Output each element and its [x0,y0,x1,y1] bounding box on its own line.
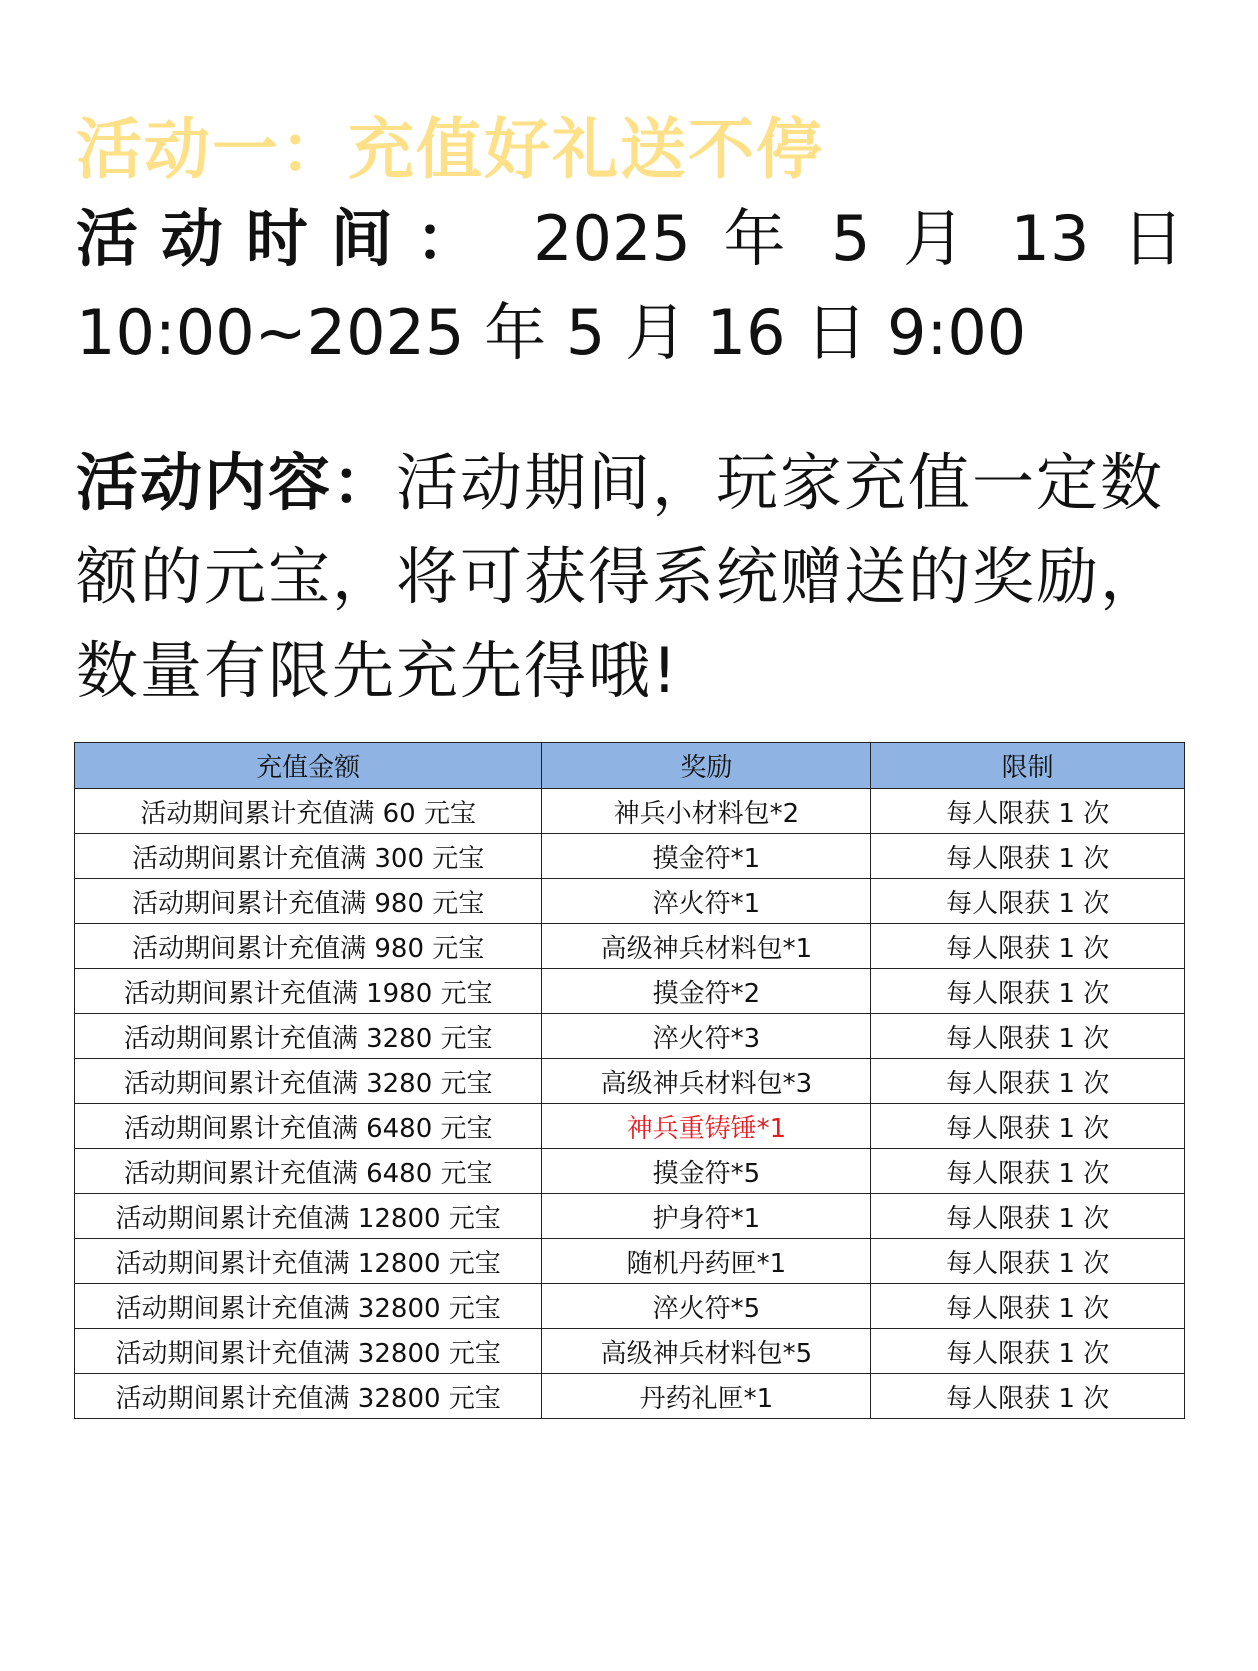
cell-amount: 活动期间累计充值满 12800 元宝 [75,1239,542,1284]
cell-limit: 每人限获 1 次 [871,1149,1185,1194]
cell-reward: 摸金符*2 [542,969,871,1014]
cell-limit: 每人限获 1 次 [871,1374,1185,1419]
table-row [75,1284,1185,1329]
cell-reward: 摸金符*5 [542,1149,871,1194]
header-limit: 限制 [871,743,1185,789]
cell-reward: 摸金符*1 [542,834,871,879]
cell-reward: 淬火符*5 [542,1284,871,1329]
cell-reward: 高级神兵材料包*5 [542,1329,871,1374]
cell-amount: 活动期间累计充值满 6480 元宝 [75,1149,542,1194]
table-row [75,1149,1185,1194]
cell-limit: 每人限获 1 次 [871,1284,1185,1329]
event-time [76,192,1184,380]
reward-table [74,742,1185,1419]
cell-limit: 每人限获 1 次 [871,879,1185,924]
event-content [76,436,1184,718]
cell-amount: 活动期间累计充值满 12800 元宝 [75,1194,542,1239]
cell-limit: 每人限获 1 次 [871,1059,1185,1104]
cell-reward: 高级神兵材料包*3 [542,1059,871,1104]
table-row [75,879,1185,924]
table-row [75,1374,1185,1419]
table-row [75,789,1185,834]
cell-amount: 活动期间累计充值满 980 元宝 [75,879,542,924]
table-row [75,924,1185,969]
event-title: 活动一：充值好礼送不停 [76,111,824,188]
header-reward: 奖励 [542,743,871,789]
reward-table-body [75,789,1185,1419]
table-row [75,1014,1185,1059]
cell-reward: 随机丹药匣*1 [542,1239,871,1284]
table-row [75,834,1185,879]
cell-reward: 淬火符*1 [542,879,871,924]
table-row [75,1104,1185,1149]
cell-reward: 淬火符*3 [542,1014,871,1059]
header-amount: 充值金额 [75,743,542,789]
event-content-label: 活动内容： [76,446,397,519]
event-time-label: 活动时间： [76,202,501,275]
cell-amount: 活动期间累计充值满 6480 元宝 [75,1104,542,1149]
event-content-text: 活动期间，玩家充值一定数额的元宝，将可获得系统赠送的奖励，数量有限先充先得哦! [76,446,1165,707]
event-time-value: 2025 年 5 月 13 日 10:00~2025 年 5 月 16 日 9:00 [76,202,1184,369]
cell-reward: 高级神兵材料包*1 [542,924,871,969]
cell-amount: 活动期间累计充值满 60 元宝 [75,789,542,834]
cell-amount: 活动期间累计充值满 300 元宝 [75,834,542,879]
cell-limit: 每人限获 1 次 [871,1014,1185,1059]
table-row [75,1329,1185,1374]
cell-amount: 活动期间累计充值满 3280 元宝 [75,1014,542,1059]
cell-limit: 每人限获 1 次 [871,1239,1185,1284]
table-row [75,1059,1185,1104]
cell-reward: 护身符*1 [542,1194,871,1239]
table-row [75,1239,1185,1284]
cell-limit: 每人限获 1 次 [871,1104,1185,1149]
cell-amount: 活动期间累计充值满 32800 元宝 [75,1284,542,1329]
cell-limit: 每人限获 1 次 [871,924,1185,969]
table-row [75,1194,1185,1239]
cell-limit: 每人限获 1 次 [871,1194,1185,1239]
cell-reward: 神兵重铸锤*1 [542,1104,871,1149]
cell-limit: 每人限获 1 次 [871,789,1185,834]
cell-reward: 丹药礼匣*1 [542,1374,871,1419]
cell-reward: 神兵小材料包*2 [542,789,871,834]
event-document [76,108,1184,718]
cell-amount: 活动期间累计充值满 32800 元宝 [75,1329,542,1374]
table-row [75,969,1185,1014]
cell-limit: 每人限获 1 次 [871,1329,1185,1374]
table-header-row [75,743,1185,789]
cell-amount: 活动期间累计充值满 980 元宝 [75,924,542,969]
cell-amount: 活动期间累计充值满 1980 元宝 [75,969,542,1014]
cell-limit: 每人限获 1 次 [871,969,1185,1014]
cell-amount: 活动期间累计充值满 3280 元宝 [75,1059,542,1104]
cell-limit: 每人限获 1 次 [871,834,1185,879]
cell-amount: 活动期间累计充值满 32800 元宝 [75,1374,542,1419]
